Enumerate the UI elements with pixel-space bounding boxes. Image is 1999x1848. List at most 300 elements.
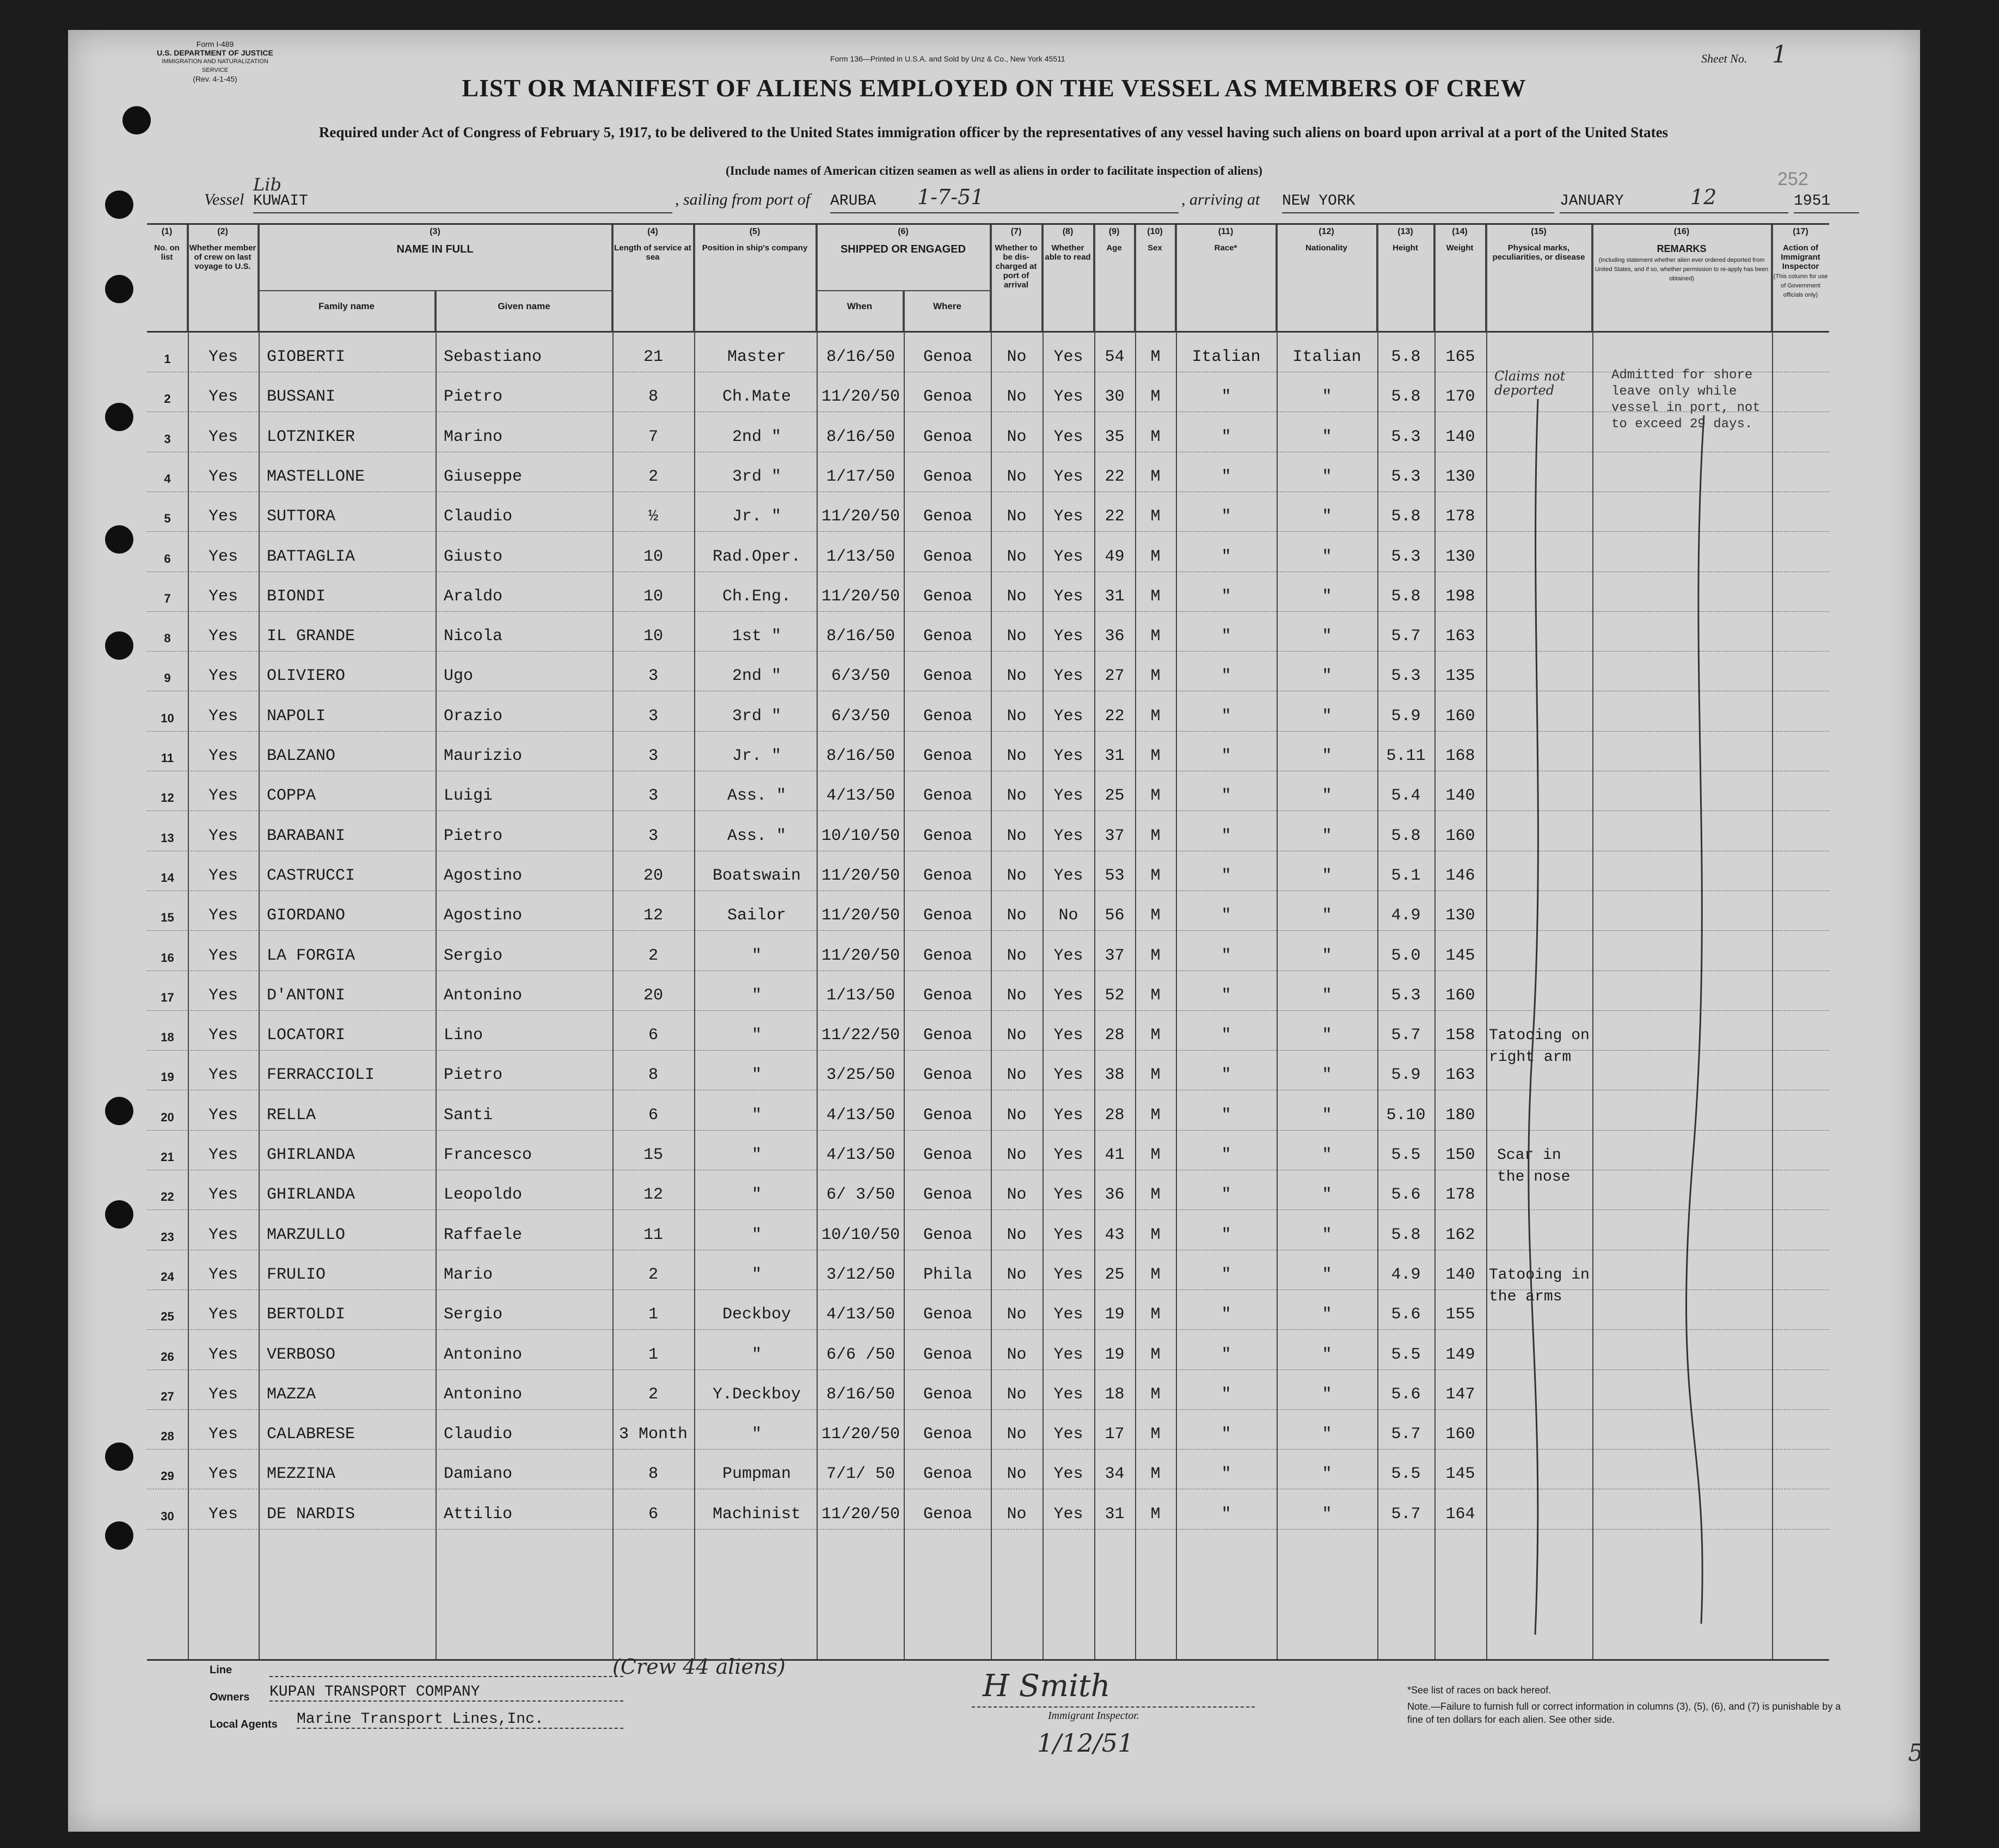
cell-no: 17: [161, 990, 174, 1004]
cell-where: Genoa: [923, 467, 972, 486]
cell-disch: No: [1007, 1465, 1027, 1484]
cell-when: 6/3/50: [831, 667, 891, 686]
cell-prev: Yes: [208, 1186, 238, 1205]
cell-race: ": [1221, 787, 1231, 806]
cell-read: Yes: [1053, 507, 1083, 526]
from-port: ARUBA: [830, 193, 876, 210]
cell-disch: No: [1007, 547, 1027, 566]
cell-height: 5.9: [1391, 707, 1421, 726]
cell-position: ": [751, 1265, 762, 1284]
cell-read: Yes: [1053, 1186, 1083, 1205]
cell-sex: M: [1150, 1425, 1161, 1444]
cell-position: ": [751, 1026, 762, 1045]
cell-family: MEZZINA: [267, 1465, 336, 1484]
cell-where: Genoa: [923, 1225, 972, 1244]
cell-age: 30: [1105, 388, 1125, 407]
punch-hole: [105, 1521, 133, 1550]
cell-race: ": [1221, 906, 1231, 925]
cell-age: 38: [1105, 1066, 1125, 1085]
cell-age: 31: [1105, 1505, 1125, 1524]
column-divider: [1592, 225, 1593, 1659]
cell-read: Yes: [1053, 547, 1083, 566]
cell-when: 3/25/50: [826, 1066, 896, 1085]
arrival-date-field: [1560, 185, 1788, 213]
cell-where: Genoa: [923, 1505, 972, 1524]
cell-race: ": [1221, 1505, 1231, 1524]
cell-family: OLIVIERO: [267, 667, 346, 686]
cell-family: GIOBERTI: [267, 348, 346, 366]
cell-sex: M: [1150, 1106, 1161, 1125]
cell-sex: M: [1150, 787, 1161, 806]
cell-given: Lino: [444, 1026, 483, 1045]
cell-service: 3: [648, 667, 658, 686]
cell-no: 14: [161, 870, 174, 885]
cell-family: BIONDI: [267, 587, 326, 606]
cell-family: BUSSANI: [267, 388, 336, 407]
cell-given: Leopoldo: [444, 1186, 523, 1205]
cell-no: 10: [161, 711, 174, 725]
cell-service: 3: [648, 826, 658, 845]
cell-service: ½: [648, 507, 658, 526]
cell-when: 11/20/50: [821, 1425, 900, 1444]
cell-given: Claudio: [444, 507, 513, 526]
cell-race: Italian: [1192, 348, 1261, 366]
cell-sex: M: [1150, 986, 1161, 1005]
cell-when: 11/22/50: [821, 1026, 900, 1045]
cell-weight: 170: [1445, 388, 1475, 407]
cell-given: Araldo: [444, 587, 503, 606]
cell-weight: 158: [1445, 1026, 1475, 1045]
cell-position: 1st ": [732, 627, 781, 646]
cell-no: 29: [161, 1469, 174, 1483]
cell-race: ": [1221, 1345, 1231, 1364]
cell-sex: M: [1150, 1225, 1161, 1244]
cell-when: 11/20/50: [821, 946, 900, 965]
cell-weight: 168: [1445, 747, 1475, 765]
column-divider: [991, 225, 992, 1659]
cell-weight: 160: [1445, 707, 1475, 726]
cell-disch: No: [1007, 1026, 1027, 1045]
cell-weight: 162: [1445, 1225, 1475, 1244]
cell-read: Yes: [1053, 1425, 1083, 1444]
cell-height: 5.7: [1391, 1425, 1421, 1444]
cell-given: Orazio: [444, 707, 503, 726]
cell-where: Genoa: [923, 507, 972, 526]
cell-sex: M: [1150, 427, 1161, 446]
cell-where: Genoa: [923, 1465, 972, 1484]
cell-sex: M: [1150, 1066, 1161, 1085]
cell-family: BERTOLDI: [267, 1305, 346, 1324]
cell-read: Yes: [1053, 826, 1083, 845]
cell-no: 22: [161, 1190, 174, 1204]
cell-prev: Yes: [208, 826, 238, 845]
cell-family: GHIRLANDA: [267, 1146, 355, 1164]
cell-read: Yes: [1053, 1465, 1083, 1484]
page-mark: 5: [1908, 1739, 1923, 1767]
cell-disch: No: [1007, 1305, 1027, 1324]
physical-mark-20: Scar in the nose: [1497, 1147, 1571, 1186]
cell-family: LOCATORI: [267, 1026, 346, 1045]
cell-prev: Yes: [208, 1106, 238, 1125]
cell-sex: M: [1150, 388, 1161, 407]
cell-position: Jr. ": [732, 507, 781, 526]
cell-read: Yes: [1053, 667, 1083, 686]
cell-age: 22: [1105, 507, 1125, 526]
punch-hole: [105, 191, 133, 219]
cell-weight: 180: [1445, 1106, 1475, 1125]
cell-disch: No: [1007, 388, 1027, 407]
vessel-name-field: [253, 191, 672, 213]
cell-service: 8: [648, 388, 658, 407]
cell-given: Giuseppe: [444, 467, 523, 486]
when-header: When: [817, 290, 904, 331]
cell-service: 10: [643, 627, 663, 646]
col6-header: (6) SHIPPED OR ENGAGED: [817, 225, 991, 331]
cell-when: 11/20/50: [821, 587, 900, 606]
cell-given: Agostino: [444, 906, 523, 925]
table-row: [147, 333, 1829, 372]
cell-no: 2: [164, 392, 171, 406]
cell-height: 5.3: [1391, 427, 1421, 446]
cell-given: Nicola: [444, 627, 503, 646]
owners-field: KUPAN TRANSPORT COMPANY: [269, 1684, 623, 1702]
cell-position: 3rd ": [732, 707, 781, 726]
cell-read: No: [1058, 906, 1078, 925]
cell-sex: M: [1150, 1385, 1161, 1404]
cell-family: MARZULLO: [267, 1225, 346, 1244]
cell-sex: M: [1150, 946, 1161, 965]
inspector-signature: H Smith: [983, 1668, 1111, 1704]
cell-position: 2nd ": [732, 667, 781, 686]
cell-disch: No: [1007, 1265, 1027, 1284]
cell-race: ": [1221, 1385, 1231, 1404]
arrival-port: NEW YORK: [1282, 193, 1356, 210]
cell-when: 8/16/50: [826, 627, 896, 646]
cell-service: 2: [648, 1385, 658, 1404]
cell-read: Yes: [1053, 627, 1083, 646]
cell-position: Machinist: [712, 1505, 801, 1524]
cell-age: 53: [1105, 866, 1125, 885]
cell-height: 4.9: [1391, 906, 1421, 925]
col1-header: (1) No. on list: [147, 225, 188, 331]
cell-position: Pumpman: [722, 1465, 792, 1484]
cell-race: ": [1221, 388, 1231, 407]
cell-height: 5.1: [1391, 866, 1421, 885]
cell-prev: Yes: [208, 667, 238, 686]
line-field: [269, 1657, 623, 1677]
line-label: Line: [210, 1664, 232, 1676]
punch-hole: [105, 525, 133, 554]
cell-age: 19: [1105, 1345, 1125, 1364]
physical-mark-23: Tatooing in the arms: [1489, 1267, 1590, 1305]
footer: [144, 1657, 1923, 1821]
cell-sex: M: [1150, 1305, 1161, 1324]
cell-height: 5.0: [1391, 946, 1421, 965]
cell-disch: No: [1007, 747, 1027, 765]
dept-line1: U.S. DEPARTMENT OF JUSTICE: [157, 48, 273, 57]
cell-age: 41: [1105, 1146, 1125, 1164]
col12-header: (12) Nationality: [1277, 225, 1377, 331]
cell-position: 2nd ": [732, 427, 781, 446]
cell-position: ": [751, 1066, 762, 1085]
cell-height: 5.8: [1391, 507, 1421, 526]
cell-where: Genoa: [923, 1305, 972, 1324]
cell-weight: 155: [1445, 1305, 1475, 1324]
cell-sex: M: [1150, 1465, 1161, 1484]
cell-disch: No: [1007, 1066, 1027, 1085]
cell-service: 6: [648, 1026, 658, 1045]
cell-no: 8: [164, 631, 171, 646]
physical-mark-17: Tatooing on right arm: [1489, 1027, 1590, 1066]
col8-header: (8) Whether able to read: [1043, 225, 1094, 331]
cell-nat: ": [1322, 1465, 1332, 1484]
cell-service: 3: [648, 707, 658, 726]
column-divider: [259, 225, 260, 1659]
cell-when: 1/13/50: [826, 986, 896, 1005]
column-divider: [694, 225, 695, 1659]
col13-header: (13) Height: [1377, 225, 1434, 331]
column-divider: [1135, 225, 1136, 1659]
column-divider: [1043, 225, 1044, 1659]
cell-when: 7/1/ 50: [826, 1465, 896, 1484]
cell-service: 7: [648, 427, 658, 446]
cell-nat: ": [1322, 866, 1332, 885]
cell-disch: No: [1007, 467, 1027, 486]
cell-sex: M: [1150, 627, 1161, 646]
cell-read: Yes: [1053, 388, 1083, 407]
cell-nat: ": [1322, 627, 1332, 646]
cell-age: 27: [1105, 667, 1125, 686]
cell-sex: M: [1150, 707, 1161, 726]
cell-nat: ": [1322, 946, 1332, 965]
cell-read: Yes: [1053, 787, 1083, 806]
punch-hole: [122, 106, 151, 134]
cell-no: 19: [161, 1070, 174, 1084]
cell-disch: No: [1007, 587, 1027, 606]
cell-position: ": [751, 1225, 762, 1244]
cell-service: 8: [648, 1465, 658, 1484]
cell-race: ": [1221, 1066, 1231, 1085]
cell-height: 5.8: [1391, 1225, 1421, 1244]
cell-read: Yes: [1053, 1066, 1083, 1085]
cell-race: ": [1221, 587, 1231, 606]
ditto-wavy-lines: [1486, 394, 1775, 1640]
cell-disch: No: [1007, 1186, 1027, 1205]
cell-race: ": [1221, 667, 1231, 686]
column-divider: [612, 225, 614, 1659]
cell-height: 5.7: [1391, 1505, 1421, 1524]
column-divider: [1277, 225, 1278, 1659]
inspection-date: 1/12/51: [1037, 1728, 1134, 1758]
cell-weight: 150: [1445, 1146, 1475, 1164]
cell-nat: ": [1322, 747, 1332, 765]
cell-nat: ": [1322, 1146, 1332, 1164]
cell-where: Genoa: [923, 1385, 972, 1404]
cell-where: Genoa: [923, 1425, 972, 1444]
cell-service: 2: [648, 1265, 658, 1284]
cell-age: 28: [1105, 1106, 1125, 1125]
cell-age: 34: [1105, 1465, 1125, 1484]
cell-service: 1: [648, 1305, 658, 1324]
cell-position: ": [751, 946, 762, 965]
cell-prev: Yes: [208, 1505, 238, 1524]
column-divider: [1772, 225, 1773, 1659]
cell-age: 37: [1105, 826, 1125, 845]
cell-prev: Yes: [208, 587, 238, 606]
cell-disch: No: [1007, 1425, 1027, 1444]
cell-height: 5.7: [1391, 1026, 1421, 1045]
cell-height: 4.9: [1391, 1265, 1421, 1284]
punch-hole: [105, 631, 133, 660]
punch-hole: [105, 1097, 133, 1125]
cell-no: 20: [161, 1110, 174, 1124]
cell-nat: ": [1322, 507, 1332, 526]
cell-read: Yes: [1053, 1385, 1083, 1404]
vessel-label: Vessel: [204, 191, 244, 208]
cell-race: ": [1221, 427, 1231, 446]
cell-service: 12: [643, 1186, 663, 1205]
cell-position: Ass. ": [727, 826, 787, 845]
cell-nat: ": [1322, 467, 1332, 486]
cell-family: SUTTORA: [267, 507, 336, 526]
cell-prev: Yes: [208, 507, 238, 526]
family-name-header: Family name: [259, 290, 436, 331]
cell-service: 20: [643, 986, 663, 1005]
cell-when: 11/20/50: [821, 906, 900, 925]
cell-family: BALZANO: [267, 747, 336, 765]
cell-nat: ": [1322, 1066, 1332, 1085]
cell-nat: Italian: [1292, 348, 1362, 366]
cell-no: 26: [161, 1349, 174, 1364]
column-divider: [904, 290, 905, 1659]
cell-age: 36: [1105, 627, 1125, 646]
cell-service: 2: [648, 946, 658, 965]
cell-given: Pietro: [444, 1066, 503, 1085]
cell-weight: 160: [1445, 986, 1475, 1005]
cell-sex: M: [1150, 747, 1161, 765]
cell-height: 5.9: [1391, 1066, 1421, 1085]
cell-weight: 130: [1445, 906, 1475, 925]
cell-nat: ": [1322, 1425, 1332, 1444]
cell-race: ": [1221, 1146, 1231, 1164]
cell-when: 6/6 /50: [826, 1345, 896, 1364]
cell-position: Boatswain: [712, 866, 801, 885]
cell-nat: ": [1322, 667, 1332, 686]
cell-where: Genoa: [923, 427, 972, 446]
cell-when: 4/13/50: [826, 787, 896, 806]
cell-age: 17: [1105, 1425, 1125, 1444]
cell-position: Y.Deckboy: [712, 1385, 801, 1404]
cell-position: Ass. ": [727, 787, 787, 806]
cell-given: Antonino: [444, 986, 523, 1005]
cell-given: Sebastiano: [444, 348, 542, 366]
cell-given: Marino: [444, 427, 503, 446]
cell-race: ": [1221, 946, 1231, 965]
cell-no: 18: [161, 1030, 174, 1045]
cell-where: Genoa: [923, 1345, 972, 1364]
cell-disch: No: [1007, 906, 1027, 925]
cell-read: Yes: [1053, 348, 1083, 366]
cell-weight: 147: [1445, 1385, 1475, 1404]
where-header: Where: [904, 290, 991, 331]
cell-read: Yes: [1053, 1505, 1083, 1524]
cell-height: 5.6: [1391, 1305, 1421, 1324]
cell-no: 13: [161, 831, 174, 845]
from-port-field: [830, 185, 1179, 213]
arrival-year: 1951: [1794, 193, 1831, 210]
cell-read: Yes: [1053, 1305, 1083, 1324]
cell-age: 49: [1105, 547, 1125, 566]
cell-prev: Yes: [208, 1305, 238, 1324]
form-number: Form I-489: [196, 40, 234, 48]
cell-position: Rad.Oper.: [712, 547, 801, 566]
cell-family: IL GRANDE: [267, 627, 355, 646]
cell-where: Genoa: [923, 1026, 972, 1045]
cell-weight: 164: [1445, 1505, 1475, 1524]
cell-when: 8/16/50: [826, 348, 896, 366]
col4-header: (4) Length of service at sea: [612, 225, 694, 331]
cell-nat: ": [1322, 1106, 1332, 1125]
cell-position: Sailor: [727, 906, 787, 925]
cell-sex: M: [1150, 906, 1161, 925]
cell-weight: 149: [1445, 1345, 1475, 1364]
cell-read: Yes: [1053, 1146, 1083, 1164]
cell-family: VERBOSO: [267, 1345, 336, 1364]
cell-given: Maurizio: [444, 747, 523, 765]
cell-height: 5.3: [1391, 467, 1421, 486]
cell-age: 18: [1105, 1385, 1125, 1404]
cell-weight: 198: [1445, 587, 1475, 606]
cell-family: MASTELLONE: [267, 467, 365, 486]
cell-read: Yes: [1053, 1265, 1083, 1284]
cell-weight: 135: [1445, 667, 1475, 686]
col11-header: (11) Race*: [1176, 225, 1277, 331]
dept-line2: IMMIGRATION AND NATURALIZATION SERVICE: [162, 58, 268, 73]
cell-race: ": [1221, 547, 1231, 566]
cell-height: 5.6: [1391, 1385, 1421, 1404]
cell-given: Luigi: [444, 787, 493, 806]
cell-where: Phila: [923, 1265, 972, 1284]
cell-read: Yes: [1053, 1225, 1083, 1244]
cell-disch: No: [1007, 787, 1027, 806]
cell-disch: No: [1007, 1505, 1027, 1524]
cell-nat: ": [1322, 1026, 1332, 1045]
cell-no: 5: [164, 512, 171, 526]
arriving-label: , arriving at: [1181, 191, 1260, 208]
cell-given: Agostino: [444, 866, 523, 885]
cell-height: 5.6: [1391, 1186, 1421, 1205]
cell-no: 11: [161, 751, 174, 765]
cell-height: 5.11: [1386, 747, 1426, 765]
form-note: (Include names of American citizen seamen as well as aliens in order to facilitate inspection of aliens): [726, 164, 1262, 177]
cell-when: 4/13/50: [826, 1305, 896, 1324]
cell-nat: ": [1322, 587, 1332, 606]
shore-leave-remark: Admitted for shore leave only while vessel in port, not to exceed 29 days.: [1611, 368, 1761, 432]
col7-header: (7) Whether to be dis-charged at port of arrival: [991, 225, 1043, 331]
cell-when: 8/16/50: [826, 427, 896, 446]
cell-when: 1/17/50: [826, 467, 896, 486]
cell-age: 28: [1105, 1026, 1125, 1045]
cell-race: ": [1221, 866, 1231, 885]
given-name-header: Given name: [436, 290, 612, 331]
cell-nat: ": [1322, 547, 1332, 566]
cell-sex: M: [1150, 547, 1161, 566]
cell-disch: No: [1007, 667, 1027, 686]
cell-weight: 130: [1445, 547, 1475, 566]
cell-no: 27: [161, 1389, 174, 1403]
cell-race: ": [1221, 627, 1231, 646]
cell-race: ": [1221, 1305, 1231, 1324]
